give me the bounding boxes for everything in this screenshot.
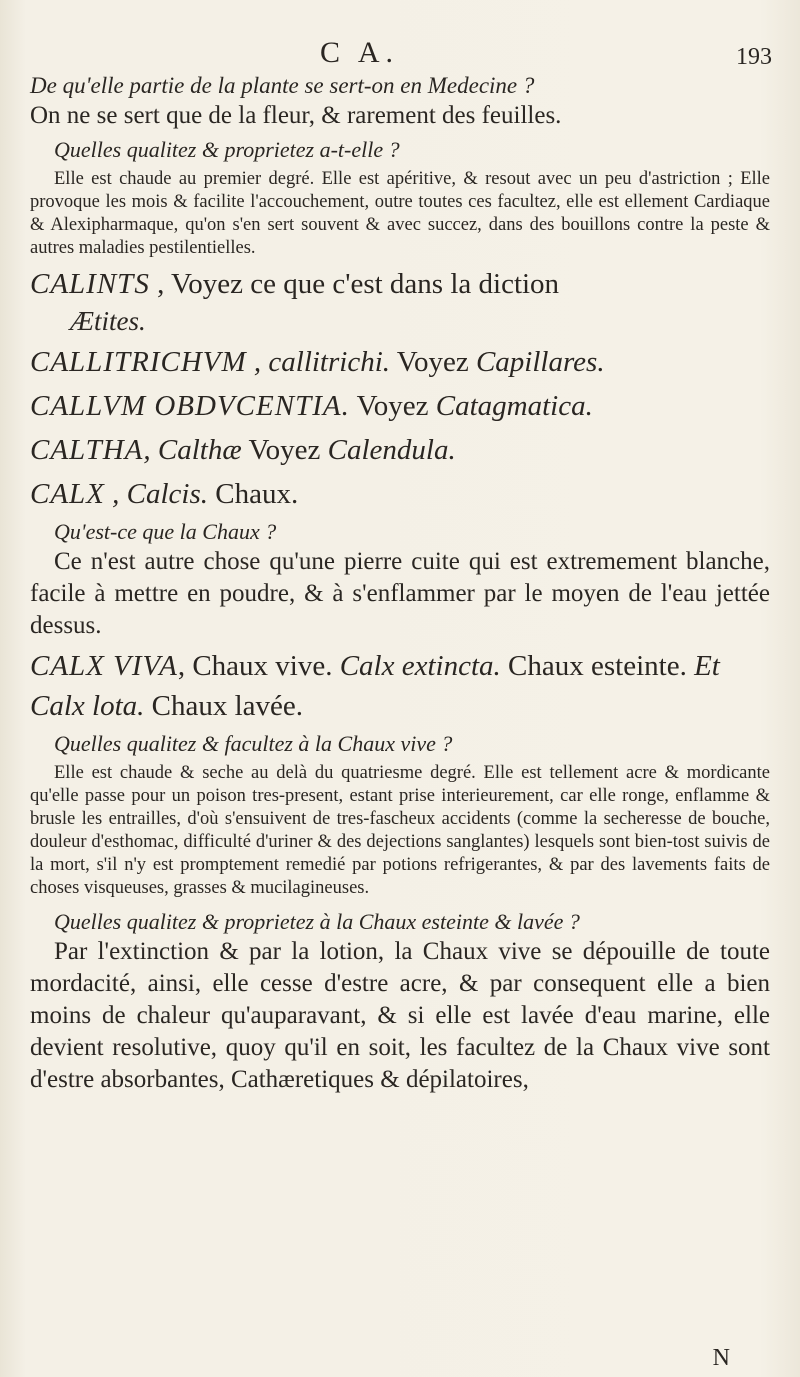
page-body xyxy=(30,68,770,1096)
paragraph: Ce n'est autre chose qu'une pierre cuite qui est extremement blanche, facile à mettre en poudre, & à s'enflammer par le moyen de l'eau jettée dessus. xyxy=(30,548,770,639)
entry-headword: CALX VIVA xyxy=(30,650,178,682)
entry-headword: CALLITRICHVM xyxy=(30,346,247,378)
question-heading: Quelles qualitez & proprietez à la Chaux esteinte & lavée ? xyxy=(54,909,580,934)
entry-text: , Voyez ce que c'est dans la diction xyxy=(157,268,560,300)
entry-voyez: Voyez xyxy=(248,434,321,466)
entry-continuation: Ætites. xyxy=(70,306,146,336)
entry-headword: CALINTS xyxy=(30,268,150,300)
entry-latin: , Calcis. xyxy=(112,478,209,510)
entry-headword: CALLVM OBDVCENTIA. xyxy=(30,390,350,422)
dictionary-entry xyxy=(30,264,770,304)
entry-voyez: Voyez xyxy=(356,390,429,422)
entry-reference: Calendula. xyxy=(327,434,456,466)
dictionary-entry xyxy=(30,386,770,426)
page-number: 193 xyxy=(736,44,772,70)
running-head: C A. xyxy=(320,36,400,69)
entry-french: Chaux esteinte. xyxy=(508,650,687,682)
paragraph: Par l'extinction & par la lotion, la Chaux vive se dépouille de toute mordacité, ainsi, elle cesse d'estre acre, & par consequent elle a bien moins de chaleur qu'auparavant, & si elle est lavée d'eau marine, elle devient resolutive, quoy qu'il en soit, les facultez de la Chaux vive sont d'estre absorbantes, Cathæretiques & dépilatoires, xyxy=(30,938,770,1093)
entry-reference: Capillares. xyxy=(475,346,605,378)
page-header xyxy=(0,36,800,72)
entry-latin: Calx extincta. xyxy=(339,650,501,682)
paragraph: On ne se sert que de la fleur, & rarement des feuilles. xyxy=(30,102,562,129)
entry-reference: Catagmatica. xyxy=(435,390,593,422)
entry-french: Chaux. xyxy=(215,478,299,510)
entry-voyez: Voyez xyxy=(396,346,469,378)
entry-latin: Et Calx lota. xyxy=(30,650,720,722)
catchword: N xyxy=(712,1345,730,1371)
entry-headword: CALTHA xyxy=(30,434,144,466)
paragraph: Elle est chaude & seche au delà du quatriesme degré. Elle est tellement acre & mordicante qu'elle passe pour un poison tres-present, estant prise interieurement, car elle ronge, enflamme & brusle les entrailles, d'où s'ensuivent de tres-fascheux accidents (comme la secheresse de bouche, douleur d'esthomac, difficulté d'uriner & des dejections sanglantes) lesquels sont bien-tost suivis de la mort, s'il n'y est promptement remedié par potions refrigerantes, & par des lavements faits de choses visqueuses, grasses & mucilagineuses. xyxy=(30,763,770,898)
entry-headword: CALX xyxy=(30,478,105,510)
paragraph: Elle est chaude au premier degré. Elle est apéritive, & resout avec un peu d'astriction ; Elle provoque les mois & facilite l'accouchement, outre toutes ces facultez, elle est ellement Cardiaque & Alexipharmaque, qu'on s'en sert souvent & avec succez, dans des bouillons contre la peste & autres maladies pestilentielles. xyxy=(30,169,770,258)
entry-latin: , callitrichi. xyxy=(253,346,391,378)
dictionary-entry xyxy=(30,342,770,382)
entry-french: , Chaux vive. xyxy=(177,650,333,682)
dictionary-entry xyxy=(30,646,770,726)
question-heading: Quelles qualitez & proprietez a-t-elle ? xyxy=(54,137,400,162)
entry-latin: , Calthæ xyxy=(143,434,242,466)
question-heading: De qu'elle partie de la plante se sert-on en Medecine ? xyxy=(30,73,535,98)
question-heading: Qu'est-ce que la Chaux ? xyxy=(54,519,277,544)
dictionary-entry xyxy=(30,430,770,470)
entry-french: Chaux lavée. xyxy=(151,690,304,722)
question-heading: Quelles qualitez & facultez à la Chaux vive ? xyxy=(54,731,453,756)
dictionary-entry xyxy=(30,474,770,514)
